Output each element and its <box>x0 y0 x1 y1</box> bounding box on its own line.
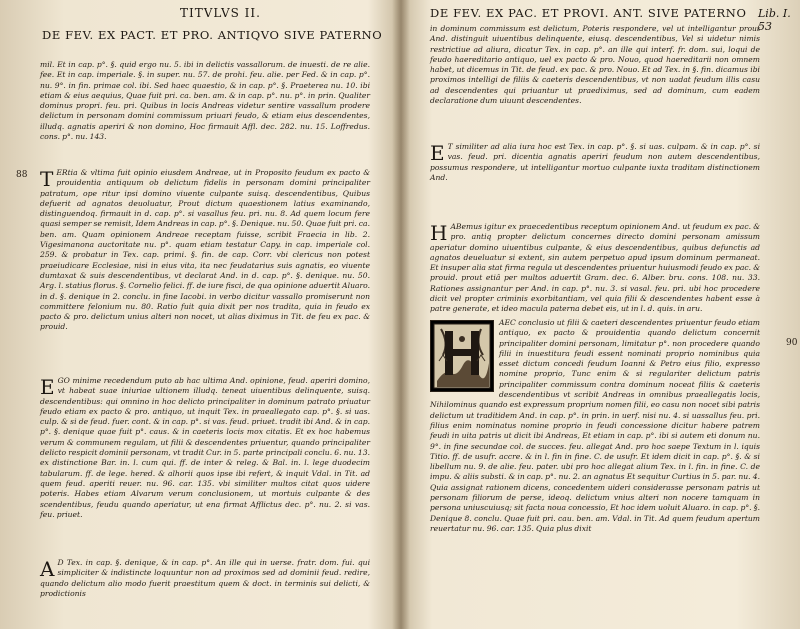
paragraph-text: D Tex. in cap. §. denique, & in cap. p°. An ille qui in uerse. fratr. dom. fui. qui simpliciter & indistincte loquuntur non ad proximos sed ad dominii feud. redire, quando delictum alio modo fuerit praestitum quem & doct. in terminis sui delicti, & prodictionis <box>40 558 370 598</box>
paragraph <box>430 221 760 314</box>
running-head: DE FEV. EX PAC. ET PROVI. ANT. SIVE PATERNO <box>430 6 747 20</box>
drop-cap: H <box>430 221 448 245</box>
paragraph <box>430 24 760 132</box>
paragraph-text: mil. Et in cap. p°. §. quid ergo nu. 5. ibi in delictis vassallorum. de inuesti. de re alie. fee. Et in cap. imperiale. §. in super. nu. 57. de prohi. feu. alie. per Fed. & in cap. p°. nu. 9°. in fin. primae col. ibi. Sed haec quaestio, & in cap. p°. §. Praeterea nu. 10. ibi etiam & eius aequius, Quae fuit pri. ca. ben. am. & in cap. p°. nu. p°. in prin. Qualiter dominus propri. feu. pri. Quibus in locis Andreas videtur sentire vassallum prodere delictum in personam domini commissum priuari feudo, & etiam eius descendentes, illudq. agnatis aperiri & non domino, Hoc firmauit Affl. dec. 282. nu. 15. Loffredus. cons. p°. nu. 143. <box>40 60 370 142</box>
paragraph-text: T similiter ad alia iura hoc est Tex. in cap. p°. §. si uas. culpam. & in cap. p°. si vas. feud. pri. dicentia agnatis aperiri feudum non autem descendentibus, possumus respondere, ut intelligantur mortuo culpante iuxta traditam distinctionem And. <box>430 142 760 182</box>
margin-number: 90 <box>786 338 798 348</box>
paragraph-text: ABemus igitur ex praecedentibus receptum opinionem And. ut feudum ex pac. & pro. antiq propter delictum concernes directo domini personam amissum aperiatur domino uiuentibus culpante, & eius descendentibus, quibus defunctis ad agnatos deueluatur si extent, sin autem perpetuo apud ipsum dominum permaneat. Et insuper alia stat firma regula ut descendentes priuentur huiusmodi feudo ex pac. & prouid. prout etiâ per multos aduertit Gram. dec. 6. Alber. bru. cons. 108. nu. 33. Rationes assignantur per And. in cap. p°. nu. 3. si vasal. feu. pri. ubi hoc procedere dicit vel propter criminis exorbitantiam, vel quia filii & descendentes habent esse à patre generate, et ideo macula paterna debet eis, ut in l. d. quis. in aru. <box>430 222 760 314</box>
paragraph-text: ERtia & vltima fuit opinio eiusdem Andreae, ut in Proposito feudum ex pacto & prouidentia antiquum ob delictum fidelis in personam domini principaliter patratum, ope ritur ipsi domino viuente culpante suisq. descendentibus, Quibus defuerit ad agnatos deuoluatur, Prout dictum quaestionem latius examinando, distinguendoq. firmauit in d. cap. p°. si vasallus feu. pri. nu. 8. Ad quem locum fere quasi semper se remisit, Idem Andreas in cap. p°. §. Denique. nu. 50. Quae fuit pri. ca. ben. am. Quam opinionem Andreae receptam fuisse, scribit Fraecia in lib. 2. Vigesimanona auctoritate nu. p°. quam etiam testatur Capy. in cap. imperiale col. 259. & probatur in Tex. cap. primi. §. fin. de cap. Corr. vbi clericus non potest praeiudicare Ecclesiae, nisi in eius vita, ita nec feudatarius suis agnatis, eo viuente dumtaxat & suis descendentibus, vt declarat And. in d. cap. p°. §. denique. nu. 50. Arg. l. statius florus. §. Cornelio felici. ff. de iure fisci, de qua opinione aduertit Aluaro. in d. §. denique in 2. conclu. in fine Iacobi. in verbo dicitur vassallo promiserunt non committere felonium nu. 80. Ratio fuit quia dixit per nos tradita, quia in feudo ex pacto & pro. delictum unius alteri non nocet, ut alias diximus in Tit. de feu ex pac. & prouid. <box>40 168 370 332</box>
paragraph-text: GO minime recedendum puto ab hac ultima And. opinione, feud. aperiri domino, vt habeat suae iniuriae ultionem illudq. teneat uiuentibus delinquente, suisq. descendentibus: qui omnino in hoc delicto principaliter in dominum patrato priuatur feudo etiam ex pacto & pro. antiquo, ut inquit Tex. in praeallegato cap. p°. §. si uas. culp. & si de feud. fuer. cont. & in cap. p°. si vas. feud. priuet. tradit ibi And. & in cap. p°. §. denique quae fuit p°. caus. & in caeteris locis mox citatis. Et ex hoc habemus verum & communem regulam, ut filii & descendentes priuentur, quando principaliter delicto respicit dominii personam, vt tradit Cur. in 5. parte principali conclu. 6. nu. 13. ex distinctione Bar. in. l. cum qui. ff. de inter & releg. & Bal. in. l. lege duodecim tabularum. ff. de lege. hered. & alhorii quos ipse ibi refert, & inquit Vdal. in Tit. ad quem feud. aperiti reuer. nu. 96. car. 135. vbi similiter multos citat quos uidere poteris. Habes etiam Alvarum verum conclusionem, ut mortuis culpante & des scendentibus, feudu quando aperiatur, ut ena firmat Afflictus dec. p°. nu. 2. si vas. feu. priuet. <box>40 376 370 519</box>
paragraph <box>430 318 760 624</box>
page-subtitle: DE FEV. EX PACT. ET PRO. ANTIQVO SIVE PATERNO <box>42 28 383 42</box>
running-head: TITVLVS II. <box>180 6 261 20</box>
drop-cap: E <box>40 375 55 399</box>
paragraph-text: AEC conclusio ut filii & caeteri descendentes priuentur feudo etiam antiquo, ex pacto & prouidentia quando delictum concernit principaliter domini personam, limitatur p°. non procedere quando filii in inuestitura feudi essent nominati proprio nominibus quia esset dictum concedi feudum Ioanni & Petro eius filio, expresso nomine proprio, Tunc enim & si regulariter delictum patris principaliter commissum contra dominum noceat filiis & caeteris descendentibus vt scribit Andreas in omnibus praeallegatis locis, Nihilominus quando est expressum proprium nomen filii, eo casu non nocet sibi patris delictum ut traditidem And. in cap. p°. in prin. in uerf. nisi nu. 4. si uassallus feu. pri. filius enim nominatus nomine proprio in feudi concessione dicitur habere patrem feudi in uita patris ut dicit ibi Andreas, Et etiam in cap. p°. ibi si autem eti donum nu. 9°. in fine secundae col. de succes. feu. allegat And. pro hoc saepe Textum in l. iquis Titio. ff. de usufr. accre. & in l. fin in fine. C. de usufr. Et idem dicit in cap. p°. §. & si libellum nu. 9. de alie. feu. pater. ubi pro hoc allegat alium Tex. in l. fin. in fine. C. de impu. & aliis substi. & in cap. p°. nu. 2. an agnatus Et sequitur Curtius in 5. par. nu. 4. Quia assignat rationem dicens, concedentem uideri considerasse personam patris ut personam filiorum de perse, ideoq. delictum vnius alteri non nocere tamquam in persona uniuscuiusq; sit facta noua concessio, Et hoc idem uoluit Aluaro. in cap. p°. §. Denique 8. conclu. Quae fuit pri. cau. ben. am. Vdal. in Tit. Ad quem feudum apertum reuertatur nu. 96. car. 135. Quia plus dixit <box>430 318 760 533</box>
drop-cap: A <box>40 557 55 581</box>
paragraph <box>40 168 370 366</box>
decorated-initial-h-icon <box>431 321 493 391</box>
drop-cap: T <box>40 167 54 191</box>
decorated-initial-h-image <box>430 320 494 392</box>
left-page <box>0 0 398 629</box>
right-page <box>402 0 800 629</box>
drop-cap: E <box>430 141 445 165</box>
paragraph <box>40 60 370 142</box>
paragraph <box>40 558 370 622</box>
margin-number: 88 <box>16 170 28 180</box>
paragraph <box>40 376 370 552</box>
paragraph <box>430 142 760 214</box>
folio: Lib. I. 53 <box>758 7 791 33</box>
paragraph-text: in dominum commissum est delictum, Poteris respondere, vel ut intelligantur prout And. distinguit uiuentibus delinquente, eiusq. descendentibus, Vel si uidetur nimis restrictiue ad aliura, dicatur Tex. in cap. p°. an ille qui interf. fr. dom. sui, loqui de feudo haereditario antiquo, uel ex pacto & pro. Nouo, quod haereditarii non omnem habet, ut dicemus in Tit. de feud. ex pac. & pro. Nouo. Et ad Tex. in §. fin. dicamus ibi proximos intelligi de filiis & caeteris descendentibus, vt non uadat feudum illis casu ad descendentes qui priuantur ut praediximus, sed ad dominum, cum eadem declaratione dum uiuunt descendentes. <box>430 24 760 106</box>
